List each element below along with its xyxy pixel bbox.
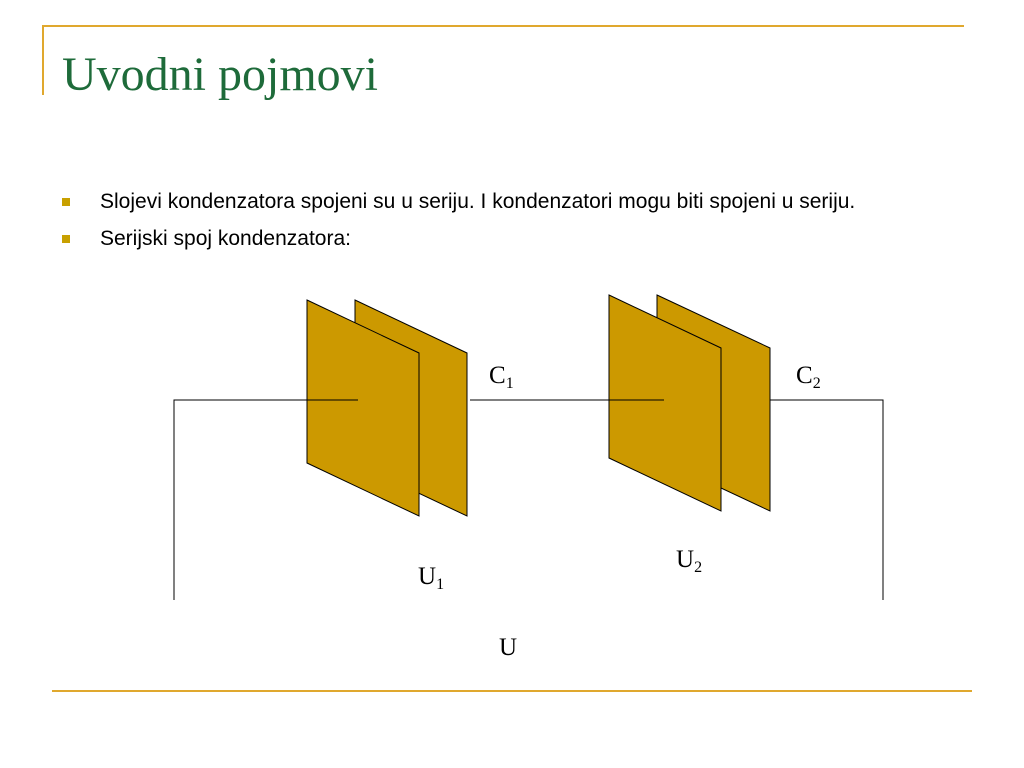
bullet-text: Serijski spoj kondenzatora: bbox=[100, 227, 351, 250]
label-u2: $U_2$ bbox=[676, 546, 703, 576]
right-wire bbox=[770, 400, 883, 600]
label-c1: $C_1$ bbox=[489, 362, 514, 392]
label-u-total: U bbox=[499, 634, 518, 661]
label-u1: $U_1$ bbox=[418, 563, 445, 593]
bullet-text: Slojevi kondenzatora spojeni su u seriju. I kondenzatori mogu biti spojeni u seriju. bbox=[100, 190, 856, 213]
label-c2: $C_2$ bbox=[796, 362, 821, 392]
slide-title: Uvodni pojmovi bbox=[62, 48, 379, 101]
